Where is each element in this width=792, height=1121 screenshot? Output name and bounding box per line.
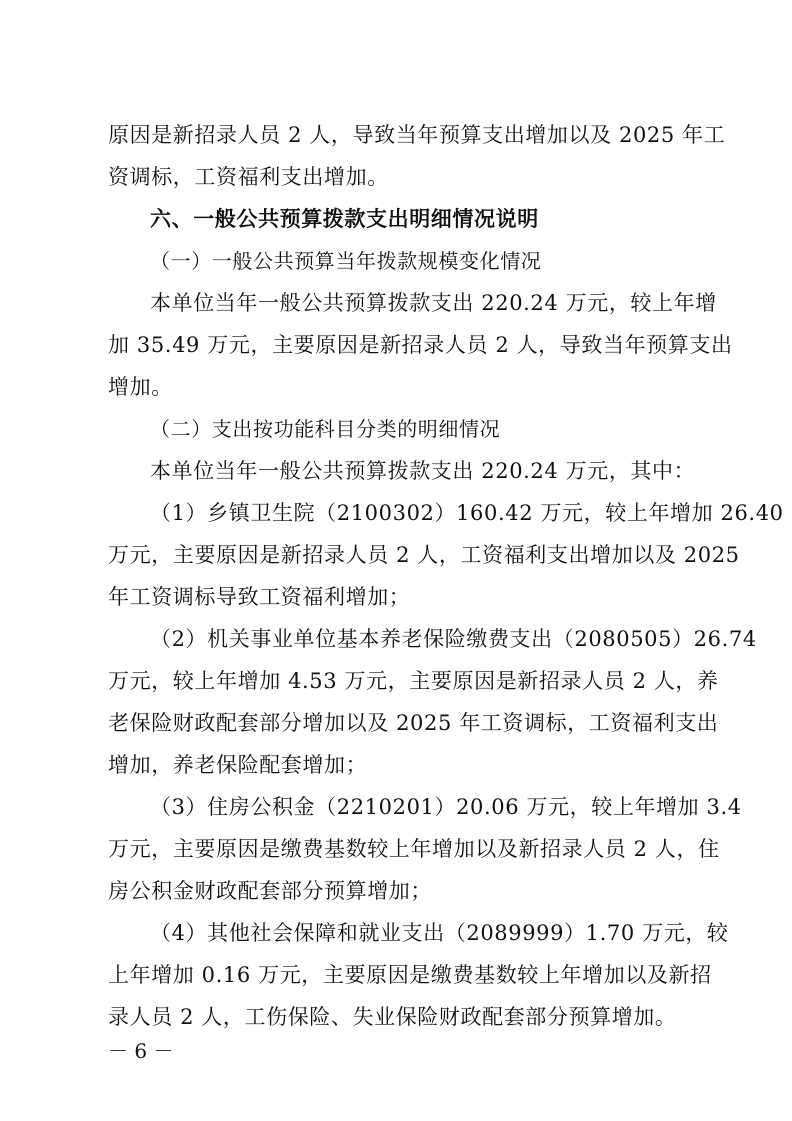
- paragraph-line: 万元，主要原因是缴费基数较上年增加以及新招录人员 2 人，住: [108, 837, 720, 861]
- page-number: － 6 －: [108, 1039, 174, 1063]
- subsection-heading: （一）一般公共预算当年拨款规模变化情况: [150, 249, 542, 273]
- paragraph-line: 原因是新招录人员 2 人，导致当年预算支出增加以及 2025 年工: [108, 123, 726, 147]
- paragraph-line: 万元，主要原因是新招录人员 2 人，工资福利支出增加以及 2025: [108, 543, 740, 567]
- paragraph-line: 增加。: [108, 375, 173, 399]
- paragraph-line: （2）机关事业单位基本养老保险缴费支出（2080505）26.74: [150, 627, 757, 651]
- paragraph-line: 加 35.49 万元，主要原因是新招录人员 2 人，导致当年预算支出: [108, 333, 733, 357]
- paragraph-line: 增加，养老保险配套增加；: [108, 753, 368, 777]
- paragraph-line: 老保险财政配套部分增加以及 2025 年工资调标，工资福利支出: [108, 711, 719, 735]
- subsection-heading: （二）支出按功能科目分类的明细情况: [150, 417, 501, 441]
- paragraph-line: 万元，较上年增加 4.53 万元，主要原因是新招录人员 2 人，养: [108, 669, 719, 693]
- paragraph-line: 年工资调标导致工资福利增加；: [108, 585, 411, 609]
- paragraph-line: 录人员 2 人，工伤保险、失业保险财政配套部分预算增加。: [108, 1005, 677, 1029]
- paragraph-line: 本单位当年一般公共预算拨款支出 220.24 万元，较上年增: [150, 291, 717, 315]
- paragraph-line: 房公积金财政配套部分预算增加；: [108, 879, 432, 903]
- paragraph-line: 资调标，工资福利支出增加。: [108, 165, 389, 189]
- paragraph-line: 本单位当年一般公共预算拨款支出 220.24 万元，其中：: [150, 459, 696, 483]
- section-heading: 六、一般公共预算拨款支出明细情况说明: [150, 207, 539, 231]
- paragraph-line: （4）其他社会保障和就业支出（2089999）1.70 万元，较: [150, 921, 729, 945]
- paragraph-line: （1）乡镇卫生院（2100302）160.42 万元，较上年增加 26.40: [150, 501, 784, 525]
- paragraph-line: （3）住房公积金（2210201）20.06 万元，较上年增加 3.4: [150, 795, 742, 819]
- paragraph-line: 上年增加 0.16 万元，主要原因是缴费基数较上年增加以及新招: [108, 963, 712, 987]
